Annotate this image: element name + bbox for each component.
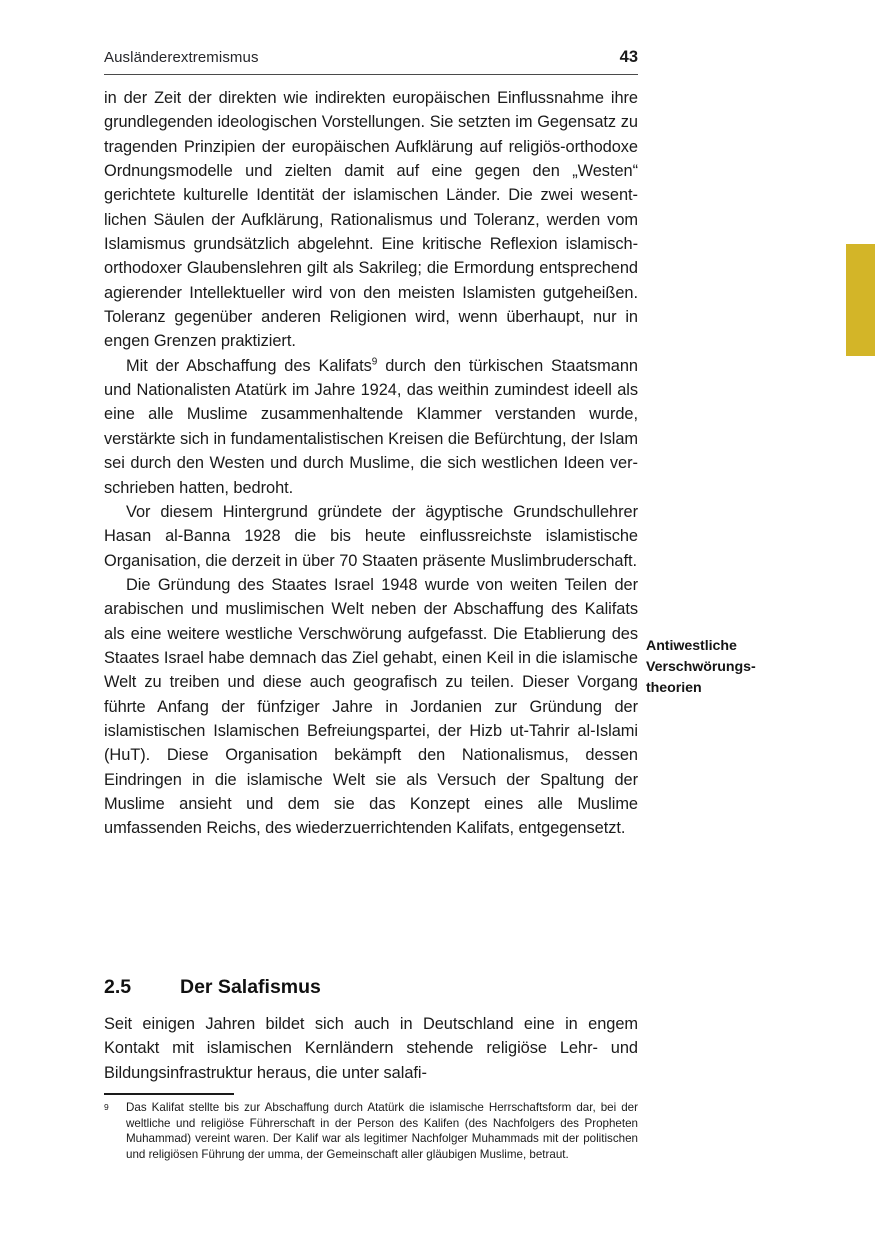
margin-note-line-3: theorien bbox=[646, 680, 702, 696]
footnote-reference-marker[interactable]: 9 bbox=[371, 356, 378, 368]
chapter-thumb-index-tab bbox=[846, 244, 875, 356]
paragraph-muslimbruderschaft: Vor diesem Hintergrund gründete der ägyptische Grundschullehrer Hasan al-Banna 1928 die bis heute einflussreichste islamistische Organisation, die derzeit in über 70 Staaten präsente Muslimbruderschaft. bbox=[104, 502, 638, 570]
running-head bbox=[104, 48, 638, 67]
paragraph-kalifat-text-after-ref: durch den türkischen Staatsmann und Nationalisten Atatürk im Jahre 1924, das weithin zumindest ideell als eine alle Muslime zusammenhaltende Klammer verstanden wurde, verstärkte sich in fundamentalistischen Kreisen die Befürchtung, der Islam sei durch den Westen und durch Muslime, die sich westlichen Ideen verschrieben hatten, bedroht. bbox=[104, 356, 638, 497]
section-heading-2-5 bbox=[104, 976, 638, 999]
footnote-text: Das Kalifat stellte bis zur Abschaffung durch Atatürk die islamische Herrschaftsform dar, bei der weltliche und religiöse Führerschaft in der Person des Kalifen (des Nachfolgers des Propheten Muhammad) vereint waren. Der Kalif war als legitimer Nachfolger Muhammads mit der politischen und religiösen Führung der umma, der Gemeinschaft aller gläubigen Muslime, betraut. bbox=[126, 1101, 638, 1161]
footnote-9 bbox=[104, 1100, 638, 1162]
main-text-column bbox=[104, 86, 638, 841]
paragraph-continuation: in der Zeit der direkten wie indirekten europäischen Einflussnahme ihre grundlegenden ideologischen Vorstellungen. Sie setzten im Gegensatz zu tragenden Prinzipien der europäischen Aufklärung auf religiös-orthodoxe Ordnungsmodelle und zielten damit auf eine gegen den „Westen“ gerichtete kulturelle Identität der islamischen Länder. Die zwei wesentlichen Säulen der Aufklärung, Rationalismus und Toleranz, werden vom Islamismus grundsätzlich abgelehnt. Eine kritische Reflexion islamisch-orthodoxer Glaubenslehren gilt als Sakrileg; die Ermordung entsprechend agierender Intellektueller wird von den meisten Islamisten gutgeheißen. Toleranz gegenüber anderen Religionen wird, wenn überhaupt, nur in engen Grenzen praktiziert. bbox=[104, 89, 638, 351]
paragraph-salafismus-intro: Seit einigen Jahren bildet sich auch in Deutschland eine in engem Kontakt mit islamischen Kernländern stehende religiöse Lehr- und Bildungsinfrastruktur heraus, die unter salafi- bbox=[104, 1015, 638, 1082]
paragraph-israel: Die Gründung des Staates Israel 1948 wurde von weiten Teilen der arabischen und muslimischen Welt neben der Abschaffung des Kalifats als eine weitere westliche Verschwörung aufgefasst. Die Etablierung des Staates Israel habe demnach das Ziel gehabt, einen Keil in die islamische Welt zu treiben und diese auch geografisch zu teilen. Dieser Vorgang führte Anfang der fünfziger Jahre in Jordanien zur Gründung der islamistischen Islamischen Befreiungspartei, der Hizb ut-Tahrir al-Islami (HuT). Diese Organisation bekämpft den Nationalismus, dessen Eindringen in die islamische Welt sie als Versuch der Spaltung der Muslime ansieht und dem sie das Konzept eines alle Muslime umfassenden Reichs, des wiederzuerrichtenden Kalifats, entgegensetzt. bbox=[104, 575, 638, 838]
footnote-number: 9 bbox=[104, 1102, 109, 1112]
page-number: 43 bbox=[619, 48, 638, 66]
paragraph-kalifat bbox=[104, 354, 638, 500]
section-number: 2.5 bbox=[104, 976, 132, 998]
section-title: Der Salafismus bbox=[180, 976, 321, 998]
footnote-divider bbox=[104, 1093, 234, 1095]
margin-note-antiwestliche bbox=[646, 636, 846, 699]
section-intro-column bbox=[104, 1012, 638, 1085]
margin-note-line-1: Antiwestliche bbox=[646, 638, 737, 654]
paragraph-kalifat-text-before-ref: Mit der Abschaffung des Kalifats bbox=[126, 356, 372, 375]
margin-note-line-2: Verschwörungs- bbox=[646, 659, 756, 675]
header-divider bbox=[104, 74, 638, 75]
running-head-title: Ausländerextremismus bbox=[104, 49, 259, 66]
